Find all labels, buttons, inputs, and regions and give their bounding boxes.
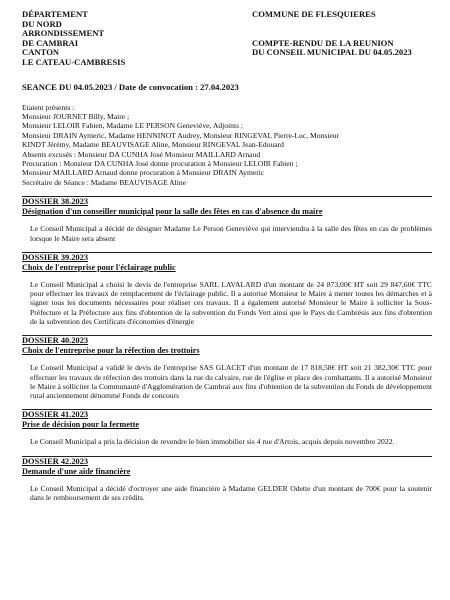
dossier-section (22, 456, 432, 503)
dossier-title: Demande d'une aide financière (22, 466, 131, 476)
dossier-section (22, 409, 432, 446)
dossier-number: DOSSIER 39.2023 (22, 252, 89, 262)
department-line: CANTON (22, 47, 60, 58)
attendance-line: Monsieur JOURNET Billy, Maire ; (22, 111, 130, 121)
commune-name: COMMUNE DE FLESQUIERES (252, 9, 376, 19)
dossier-text: Le Conseil Municipal a choisi le devis de l'entreprise SARL LAVALARD d'un montant de 24 873,00€ HT soit 29 847,60€ TTC pour effectuer les travaux de remplacement de l'éclairage public. Il a autorisé Monsieur le Maire à mener toutes les démarches et à signer tous les documents nécessaires pour réaliser ces travaux. Il a également autorisé Monsieur le Maire à solliciter la Sous-Préfecture et la Préfecture aux fins d'obtention de la subvention du Fonds Vert ainsi que le Pays du Cambrésis aux fins d'obtention de la subvention des Certificats d'économies d'énergie (30, 279, 432, 326)
attendance-line: Etaient présents : (22, 102, 75, 112)
attendance-line: Absents excusés : Monsieur DA CUNHA José Monsieur MAILLARD Arnaud (22, 149, 261, 159)
report-title-block (252, 10, 432, 68)
dossier-number: DOSSIER 41.2023 (22, 410, 89, 420)
attendance-line: Monsieur DRAIN Aymeric, Madame HENNINOT Audrey, Monsieur RINGEVAL Pierre-Luc, Monsieur (22, 130, 340, 140)
dossier-number: DOSSIER 38.2023 (22, 197, 89, 207)
dossier-text: Le Conseil Municipal a validé le devis de l'entreprise SAS GLACET d'un montant de 17 818,58€ HT soit 21 382,30€ TTC pour effectuer les travaux de réfection des trottoirs dans la rue du calvaire, rue de l'église et place des combattants. Il a autorisé Monsieur le Maire à solliciter la Communauté d'Agglomération de Cambrai aux fins d'obtention de la subvention du Fonds de développement rural anciennement dénommé Fonds de concours (30, 363, 432, 401)
dossier-title: Choix de l'entreprise pour l'éclairage public (22, 262, 176, 272)
attendance-line: KINDT Jérémy, Madame BEAUVISAGE Aline, Monsieur RINGEVAL Jean-Edouard (22, 140, 284, 150)
department-line: DE CAMBRAI (22, 37, 79, 48)
dossier-number: DOSSIER 40.2023 (22, 336, 89, 346)
session-line: SEANCE DU 04.05.2023 / Date de convocation : 27.04.2023 (22, 81, 239, 92)
dossier-section (22, 335, 432, 400)
dossier-title: Désignation d'un conseiller municipal pour la salle des fêtes en cas d'absence du maire (22, 207, 323, 217)
attendance-line: Monsieur LELOIR Fabien, Madame LE PERSON Geneviève, Adjoints ; (22, 121, 244, 131)
dossier-title: Choix de l'entreprise pour la réfection des trottoirs (22, 346, 200, 356)
department-line: LE CATEAU-CAMBRESIS (22, 56, 126, 67)
department-line: DU NORD (22, 18, 62, 29)
department-block (22, 10, 125, 68)
dossier-section (22, 196, 432, 243)
department-line: ARRONDISSEMENT (22, 28, 105, 39)
attendance-line: Monsieur MAILLARD Arnaud donne procuration à Monsieur DRAIN Aymeric (22, 168, 265, 178)
dossier-text: Le Conseil Municipal a pris la décision de revendre le bien immobilier sis 4 rue d'Artois, acquis depuis novembre 2022. (30, 437, 395, 447)
report-title-line: DU CONSEIL MUNICIPAL DU 04.05.2023 (252, 47, 412, 58)
dossier-text: Le Conseil Municipal a décidé d'octroyer une aide financière à Madame GELDER Odette d'un montant de 700€ pour la soutenir dans le remboursement de ses crédits. (30, 483, 432, 503)
report-title-line: COMPTE-RENDU DE LA REUNION (252, 37, 394, 48)
document-header (22, 10, 432, 68)
attendance-line: Procuration : Monsieur DA CUNHA José donne procuration à Monsieur LELOIR Fabien ; (22, 159, 298, 168)
attendance-block (22, 103, 432, 188)
dossier-number: DOSSIER 42.2023 (22, 456, 89, 466)
dossier-text: Le Conseil Municipal a décidé de désigner Madame Le Person Geneviève qui interviendra à la salle des fêtes en cas de problèmes lorsque le Maire sera absent (30, 224, 432, 243)
dossier-section (22, 252, 432, 326)
department-line: DÉPARTEMENT (22, 9, 88, 19)
attendance-line: Secrétaire de Séance : Madame BEAUVISAGE Aline (22, 177, 187, 187)
dossier-title: Prise de décision pour la fermette (22, 420, 139, 430)
